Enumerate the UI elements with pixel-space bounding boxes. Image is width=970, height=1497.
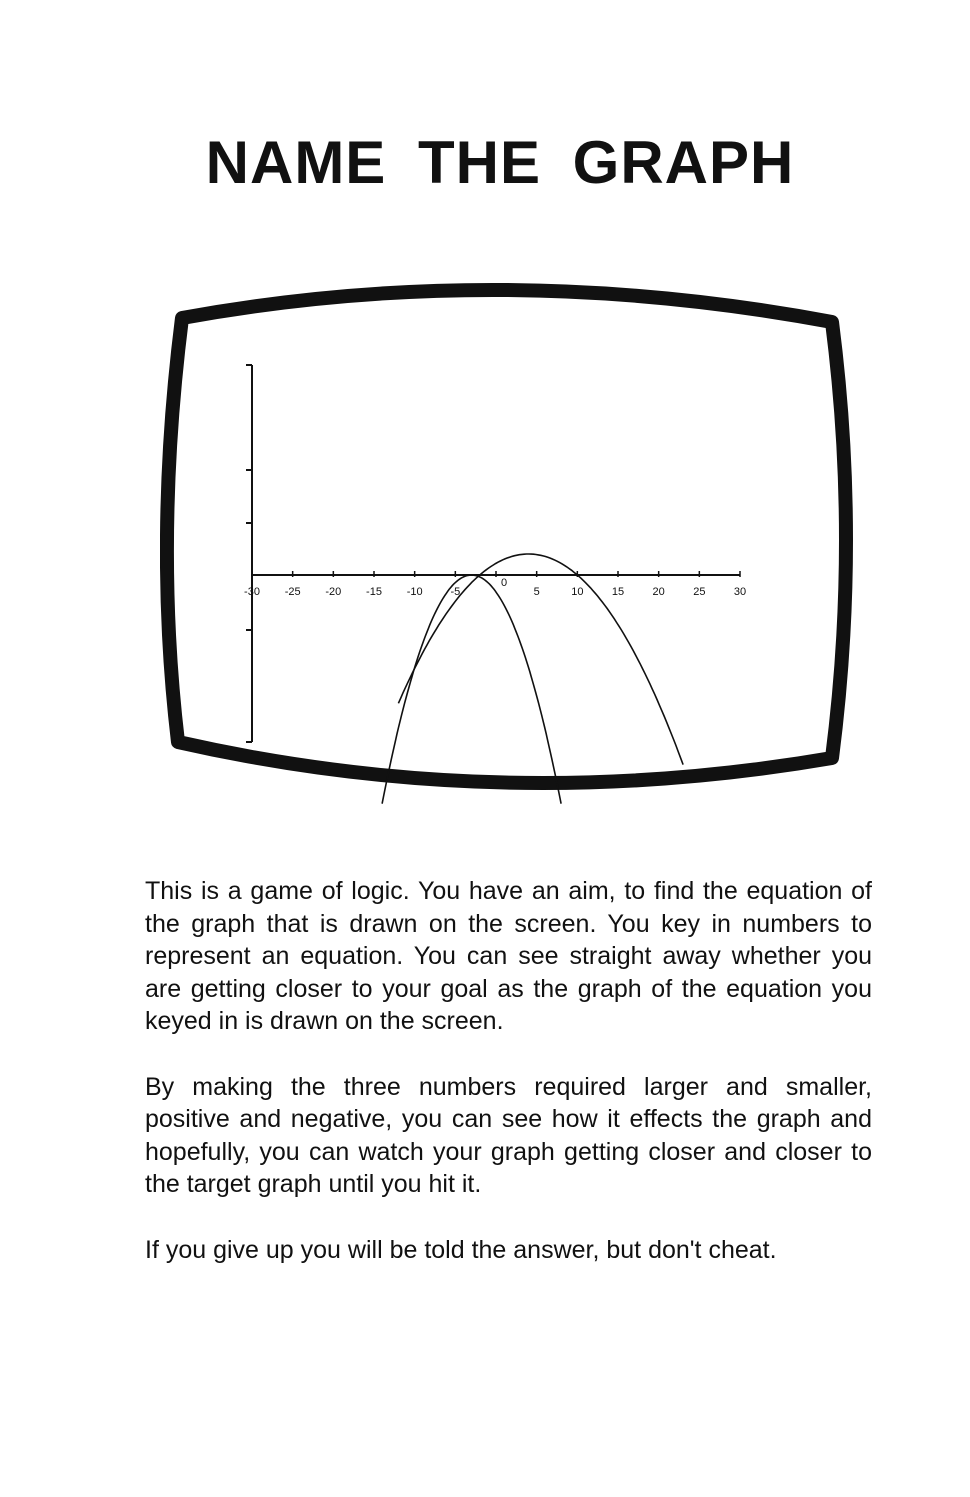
x-tick-label: -15 bbox=[366, 586, 382, 598]
x-tick-label: -10 bbox=[406, 586, 423, 598]
axes bbox=[244, 365, 746, 742]
x-tick-label: 20 bbox=[652, 586, 665, 598]
x-tick-label: 10 bbox=[571, 586, 584, 598]
x-tick-label: -25 bbox=[284, 586, 301, 598]
parabola-curve-1 bbox=[382, 575, 561, 804]
curves bbox=[382, 554, 683, 804]
x-tick-label: 0 bbox=[500, 577, 508, 589]
page-title: NAME THE GRAPH bbox=[205, 129, 795, 196]
x-tick-label: 30 bbox=[733, 586, 747, 598]
graph-figure bbox=[160, 270, 860, 805]
description-text bbox=[145, 875, 872, 1299]
paragraph-instructions: By making the three numbers required larger and smaller, positive and negative, you can see how it effects the graph and hopefully, you can watch your graph getting closer and closer to the target graph until you hit it. bbox=[145, 1072, 872, 1198]
x-tick-label: -30 bbox=[244, 586, 260, 598]
x-tick-label: 25 bbox=[693, 586, 706, 598]
x-tick-label: -20 bbox=[325, 586, 342, 598]
paragraph-hint: If you give up you will be told the answer, but don't cheat. bbox=[145, 1235, 777, 1264]
paragraph-intro: This is a game of logic. You have an aim, to find the equation of the graph that is drawn on the screen. You key in numbers to represent an equation. You can see straight away whether you are getting closer to your goal as the graph of the equation you keyed in is drawn on the screen. bbox=[145, 877, 872, 1035]
tv-screen-illustration bbox=[160, 270, 860, 805]
parabola-curve-2 bbox=[398, 554, 683, 765]
x-tick-label: 15 bbox=[611, 586, 625, 598]
x-tick-label: -5 bbox=[450, 586, 461, 598]
screen-frame bbox=[167, 290, 846, 783]
x-tick-label: 5 bbox=[533, 586, 540, 598]
